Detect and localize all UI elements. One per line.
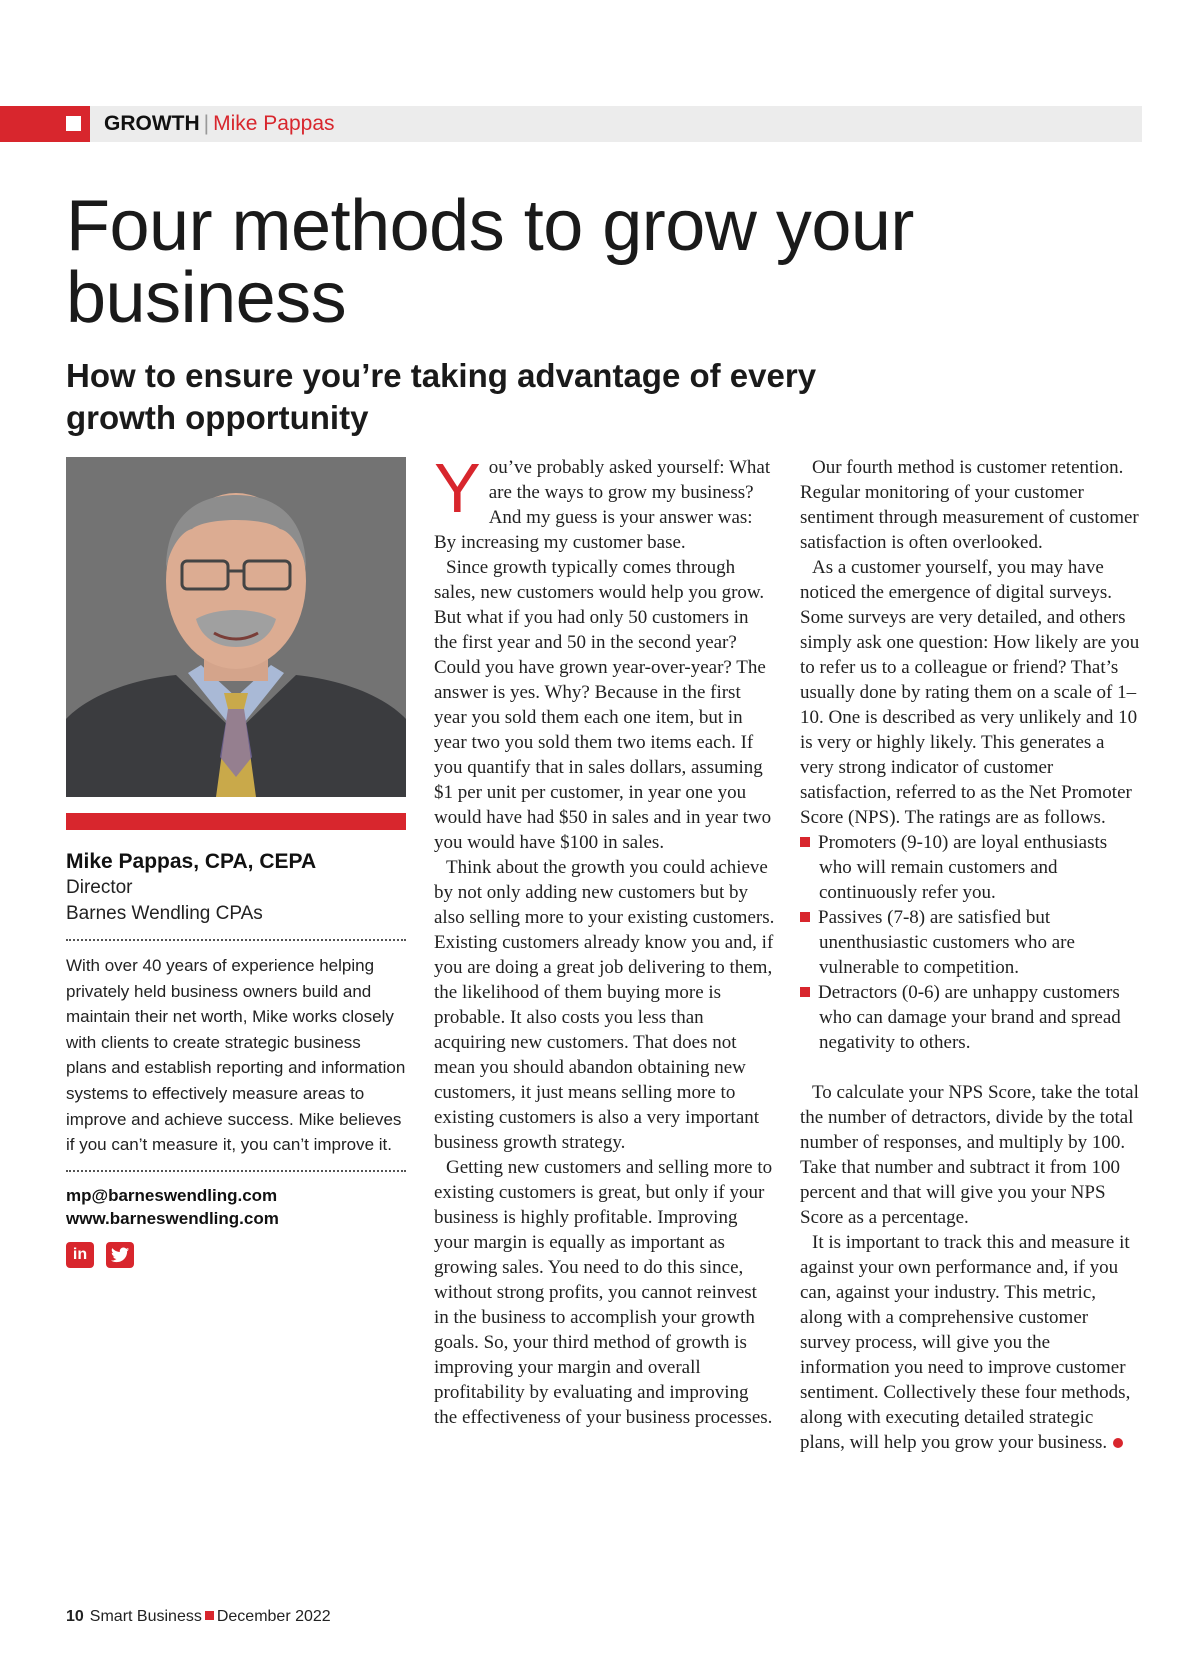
end-mark-icon xyxy=(1113,1438,1123,1448)
publication-name: Smart Business xyxy=(89,1608,202,1625)
author-bio: With over 40 years of experience helping privately held business owners build and maintain their net worth, Mike works closely with clients to create strategic business plans and establish reporting and information systems to effectively measure areas to improve and achieve success. Mike believes if you can’t measure it, you can’t improve it. xyxy=(66,956,406,1155)
header-author: Mike Pappas xyxy=(213,112,335,135)
list-item xyxy=(800,980,1142,1055)
paragraph: Since growth typically comes through sales, new customers would help you grow. But what if you had only 50 customers in the first year and 50 in the second year? Could you have grown year-over-year? The answer is yes. Why? Because in the first year you sold them each one item, but in year two you sold them two items each. If you quantify that in sales dollars, assuming $1 per unit per customer, in year one you would have had $50 in sales and in year two you would have $100 in sales. xyxy=(434,557,772,853)
paragraph: To calculate your NPS Score, take the total the number of detractors, divide by the total number of responses, and multiply by 100. Take that number and subtract it from 100 percent and that will give you your NPS Score as a percentage. xyxy=(800,1082,1139,1228)
final-text: It is important to track this and measure it against your own performance and, if you can, against your industry. This metric, along with a comprehensive customer survey process, will give you the information you need to improve customer sentiment. Collectively these four methods, along with executing detailed strategic plans, will help you grow your business. xyxy=(800,1232,1131,1453)
paragraph: Think about the growth you could achieve by not only adding new customers but by also selling more to your existing customers. Existing customers already know you and, if you are doing a great job delivering to them, the likelihood of them buying more is probable. It also costs you less than acquiring new customers. That does not mean you should abandon obtaining new customers, it just means selling more to existing customers is also a very important business growth strategy. xyxy=(434,857,775,1153)
divider xyxy=(66,1170,406,1172)
page-number: 10 xyxy=(66,1608,84,1625)
article-column-1 xyxy=(434,449,776,1430)
author-role: Director xyxy=(66,877,133,898)
bullet-square-icon xyxy=(800,912,810,922)
intro-text: ou’ve probably asked yourself: What are the ways to grow my business? And my guess is your answer was: By increasing my customer base. xyxy=(434,457,771,553)
list-item-text: Promoters (9-10) are loyal enthusiasts who will remain customers and continuously refer you. xyxy=(818,832,1108,903)
author-sidebar xyxy=(66,848,406,1268)
paragraph-final xyxy=(800,1230,1142,1455)
list-item xyxy=(800,905,1142,980)
author-photo xyxy=(66,457,406,797)
header-square-icon xyxy=(66,116,81,131)
author-name: Mike Pappas, CPA, CEPA xyxy=(66,850,317,873)
article-subtitle: How to ensure you’re taking advantage of every growth opportunity xyxy=(66,357,817,436)
linkedin-icon[interactable]: in xyxy=(66,1242,94,1268)
list-item xyxy=(800,830,1142,905)
author-company: Barnes Wendling CPAs xyxy=(66,903,263,924)
photo-accent-bar xyxy=(66,813,406,830)
paragraph-intro xyxy=(434,449,776,555)
spacer xyxy=(800,1055,1142,1080)
social-links xyxy=(66,1242,406,1268)
section-label: GROWTH xyxy=(104,112,200,135)
paragraph: Our fourth method is customer retention. Regular monitoring of your customer sentiment through measurement of customer satisfaction is often overlooked. xyxy=(800,457,1139,553)
bullet-square-icon xyxy=(800,837,810,847)
section-header xyxy=(0,106,1142,142)
author-website-link[interactable]: www.barneswendling.com xyxy=(66,1208,279,1228)
paragraph: As a customer yourself, you may have noticed the emergence of digital surveys. Some surveys are very detailed, and others simply ask one question: How likely are you to refer us to a colleague or friend? That’s usually done by rating them on a scale of 1–10. One is described as very unlikely and 10 is very or highly likely. This generates a very strong indicator of customer satisfaction, referred to as the Net Promoter Score (NPS). The ratings are as follows. xyxy=(800,557,1140,828)
divider xyxy=(66,939,406,941)
header-separator: | xyxy=(203,112,210,135)
article-title: Four methods to grow your business xyxy=(66,186,914,338)
header-text xyxy=(104,106,335,142)
paragraph: Getting new customers and selling more to existing customers is great, but only if your business is highly profitable. Improving your margin is equally as important as growing sales. You need to do this since, without strong profits, you cannot reinvest in the business to accomplish your growth goals. So, your third method of growth is improving your margin and overall profitability by evaluating and improving the effectiveness of your business processes. xyxy=(434,1157,773,1428)
author-portrait-image xyxy=(66,457,406,797)
twitter-icon[interactable] xyxy=(106,1242,134,1268)
issue-date: December 2022 xyxy=(216,1608,331,1625)
drop-cap: Y xyxy=(434,449,481,527)
list-item-text: Detractors (0-6) are unhappy customers who can damage your brand and spread negativity to others. xyxy=(818,982,1121,1053)
bullet-square-icon xyxy=(800,987,810,997)
author-email-link[interactable]: mp@barneswendling.com xyxy=(66,1185,278,1205)
page-footer xyxy=(66,1607,331,1627)
list-item-text: Passives (7-8) are satisfied but unenthusiastic customers who are vulnerable to competition. xyxy=(818,907,1075,978)
header-accent-block xyxy=(0,106,90,142)
twitter-bird-glyph xyxy=(111,1247,129,1263)
footer-square-icon xyxy=(205,1611,214,1620)
article-column-2 xyxy=(800,455,1142,1455)
